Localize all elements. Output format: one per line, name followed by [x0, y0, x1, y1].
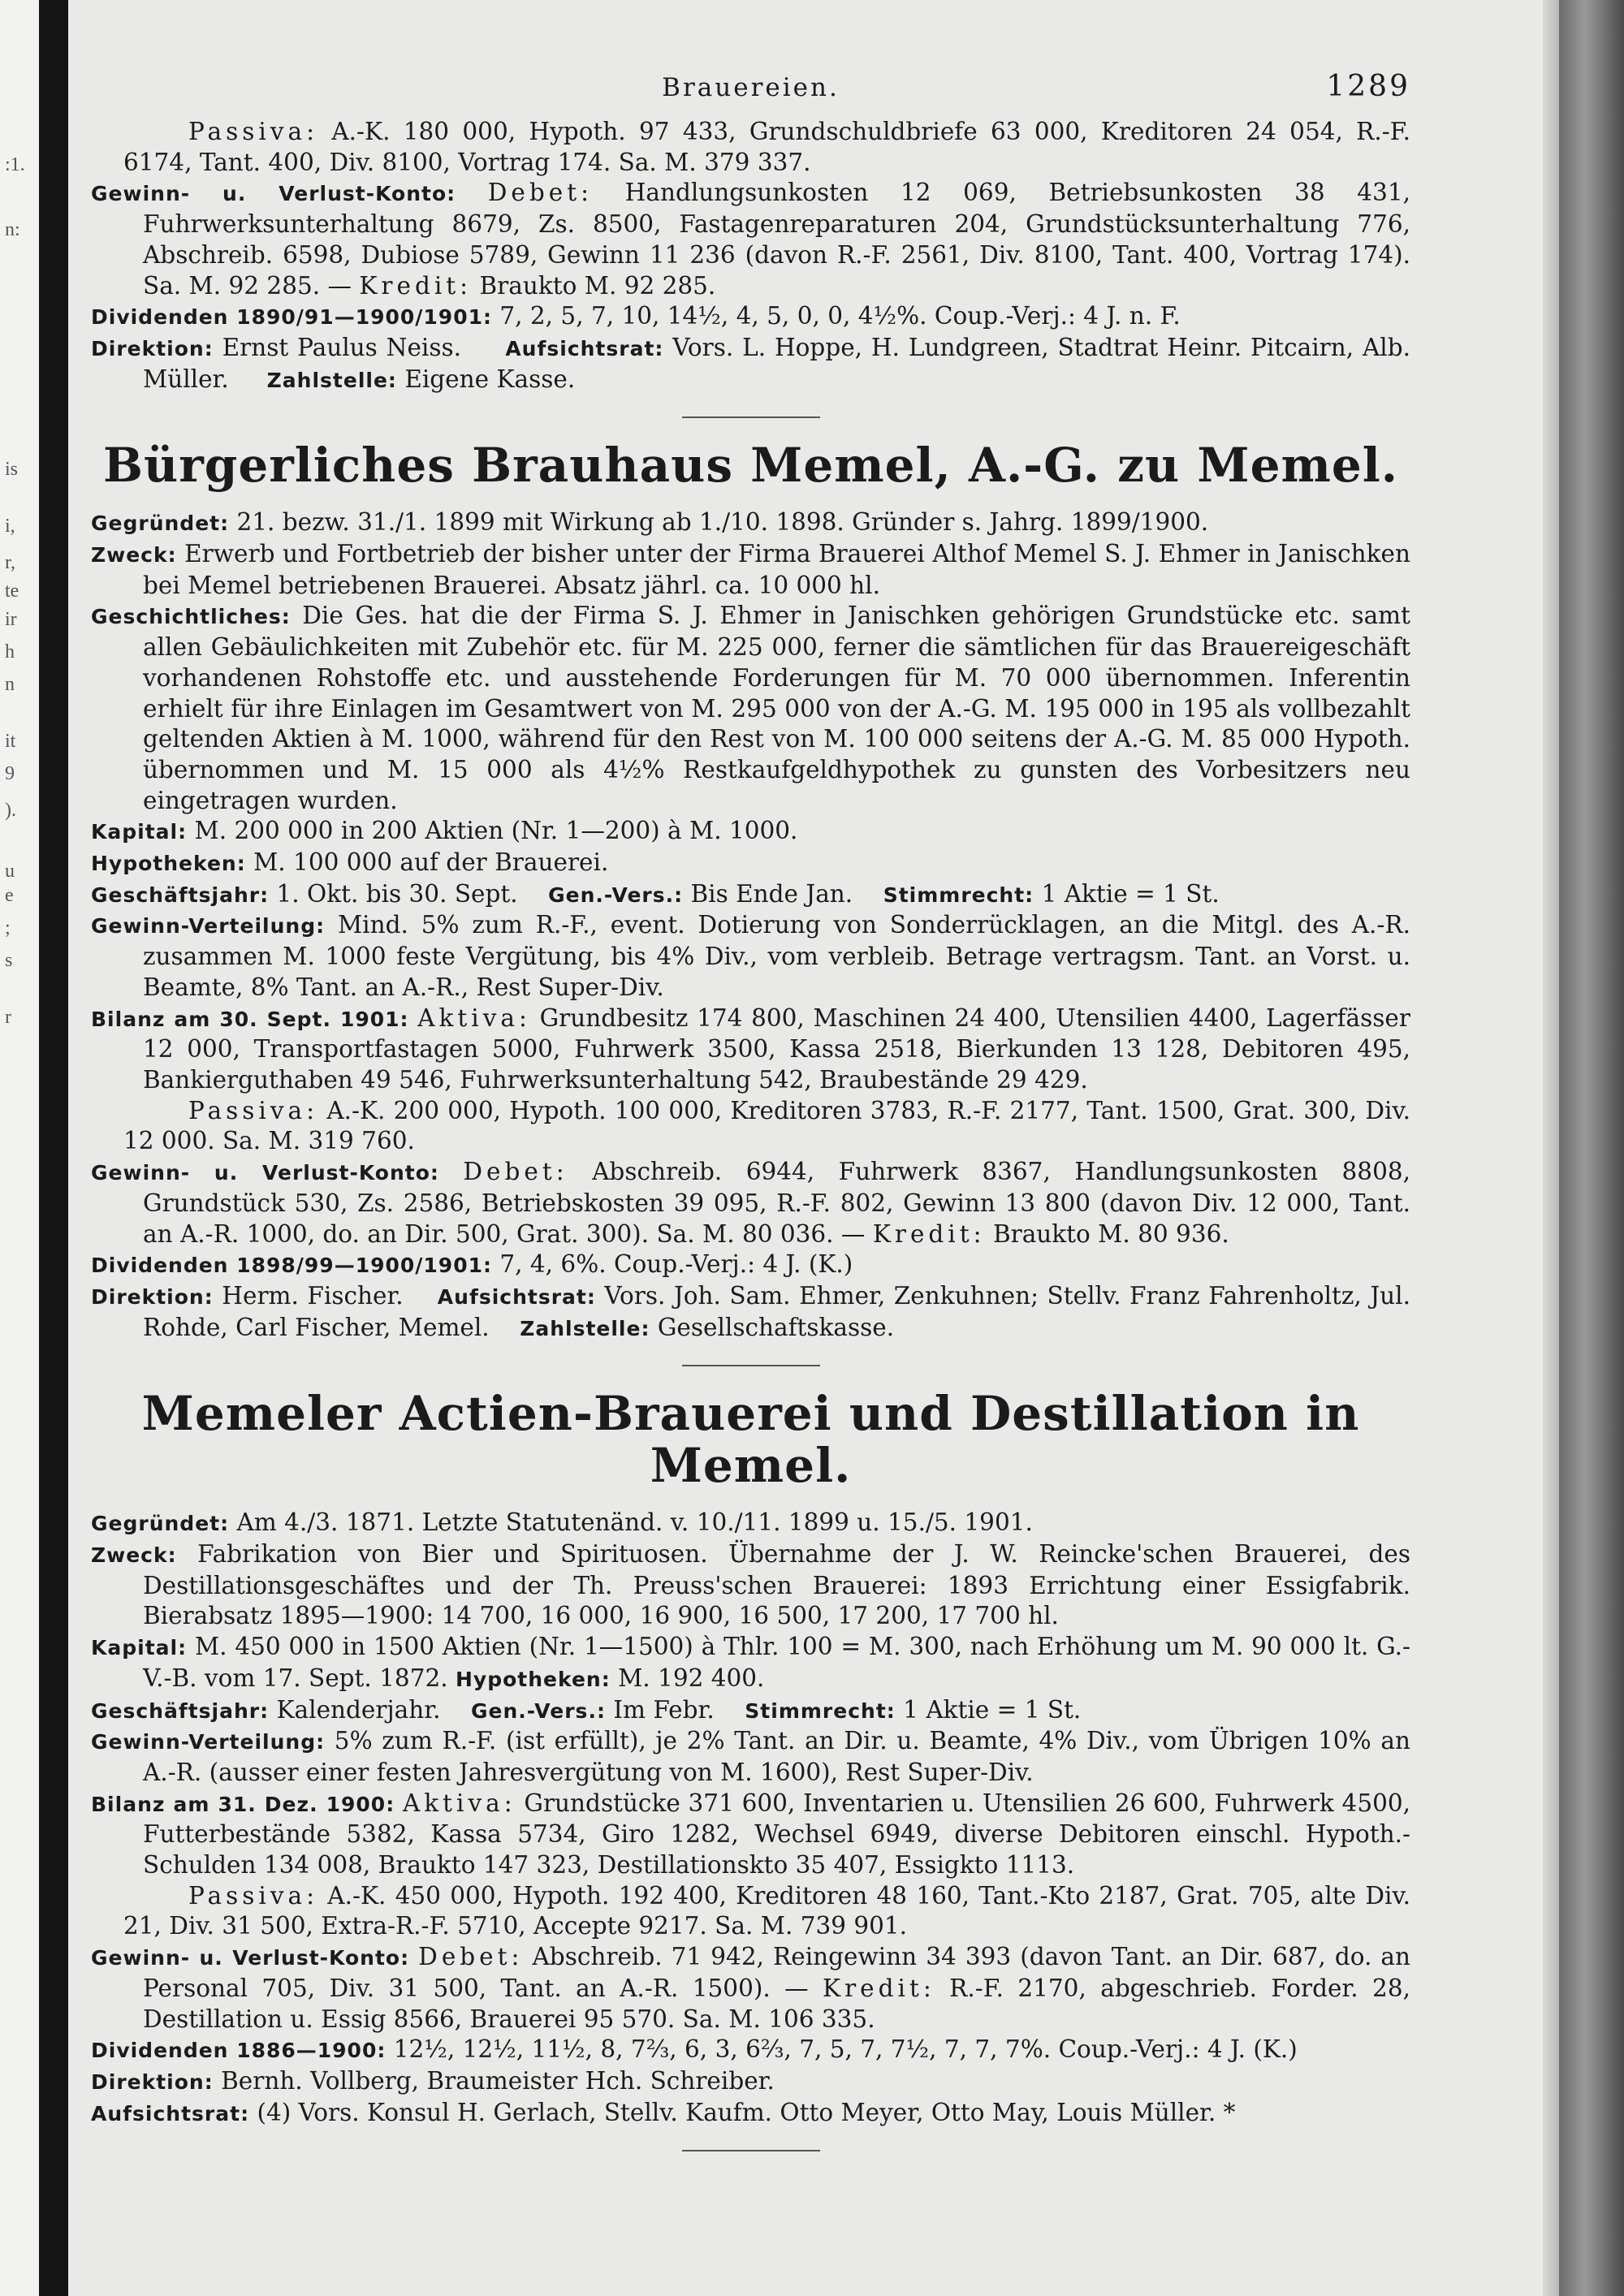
margin-fragments — [2, 0, 37, 2296]
profit-distribution-paragraph — [91, 1726, 1410, 1788]
passiva-paragraph — [91, 1881, 1410, 1942]
passiva-text: A.-K. 180 000, Hypoth. 97 433, Grundschuldbriefe 63 000, Kreditoren 24 054, R.-F. 6174, Tant. 400, Div. 8100, Vortrag 174. Sa. M. 379 337. — [123, 118, 1410, 176]
founded-paragraph — [91, 1508, 1410, 1539]
founded-paragraph — [91, 507, 1410, 539]
general-meeting-text: Im Febr. — [613, 1695, 715, 1724]
aktiva-label: Aktiva: — [417, 1003, 531, 1032]
supervisory-board-text: (4) Vors. Konsul H. Gerlach, Stellv. Kaufm. Otto Meyer, Otto May, Louis Müller. * — [257, 2098, 1236, 2126]
passiva-text: A.-K. 450 000, Hypoth. 192 400, Kreditoren 48 160, Tant.-Kto 2187, Grat. 705, alte Div. 21, Div. 31 500, Extra-R.-F. 5710, Accepte 9217. Sa. M. 739 901. — [123, 1881, 1410, 1940]
direction-text: Herm. Fischer. — [222, 1281, 404, 1310]
capital-paragraph — [91, 1632, 1410, 1694]
margin-fragment: is — [5, 459, 19, 480]
board-paragraph — [91, 1281, 1410, 1344]
dividends-text: 12½, 12½, 11½, 8, 7⅔, 6, 3, 6⅔, 7, 5, 7, 7½, 7, 7, 7%. Coup.-Verj.: 4 J. (K.) — [393, 2035, 1298, 2064]
margin-fragment: :1. — [5, 154, 25, 175]
margin-fragment: h — [5, 641, 15, 662]
margin-fragment: it — [5, 731, 16, 752]
founded-text: 21. bezw. 31./1. 1899 mit Wirkung ab 1./10. 1898. Gründer s. Jahrg. 1899/1900. — [236, 508, 1209, 537]
profit-loss-label: Gewinn- u. Verlust-Konto: — [91, 1161, 439, 1185]
kredit-label: Kredit: — [872, 1219, 986, 1248]
dividends-text: 7, 2, 5, 7, 10, 14½, 4, 5, 0, 0, 4½%. Coup.-Verj.: 4 J. n. F. — [499, 302, 1181, 330]
capital-text: M. 200 000 in 200 Aktien (Nr. 1—200) à M. 1000. — [194, 817, 798, 845]
history-label: Geschichtliches: — [91, 605, 291, 629]
passiva-paragraph — [91, 117, 1410, 178]
margin-fragment: n — [5, 674, 15, 695]
voting-right-text: 1 Aktie = 1 St. — [903, 1695, 1082, 1724]
profit-loss-paragraph — [91, 1942, 1410, 2035]
kredit-text: Braukto M. 80 936. — [992, 1219, 1229, 1248]
capital-label: Kapital: — [91, 820, 188, 844]
capital-text: M. 450 000 in 1500 Aktien (Nr. 1—1500) à Thlr. 100 = M. 300, nach Erhöhung um M. 90 000 lt. G.-V.-B. vom 17. Sept. 1872. — [143, 1633, 1410, 1692]
dividends-text: 7, 4, 6%. Coup.-Verj.: 4 J. (K.) — [499, 1250, 853, 1279]
supervisory-board-paragraph — [91, 2098, 1410, 2130]
page-number: 1289 — [1326, 70, 1410, 103]
company-title: Memeler Actien-Brauerei und Destillation in Memel. — [141, 1386, 1360, 1494]
entry-memeler-actien-brauerei — [91, 1388, 1410, 2129]
passiva-text: A.-K. 200 000, Hypoth. 100 000, Kreditoren 3783, R.-F. 2177, Tant. 1500, Grat. 300, Div. 12 000. Sa. M. 319 760. — [123, 1096, 1410, 1155]
supervisory-board-label: Aufsichtsrat: — [91, 2101, 250, 2126]
voting-right-label: Stimmrecht: — [883, 883, 1034, 907]
fiscal-year-paragraph — [91, 1695, 1410, 1727]
purpose-text: Erwerb und Fortbetrieb der bisher unter der Firma Brauerei Althof Memel S. J. Ehmer in Janischken bei Memel betriebenen Brauerei. Absatz jährl. ca. 10 000 hl. — [143, 540, 1410, 599]
profit-distribution-text: 5% zum R.-F. (ist erfüllt), je 2% Tant. an Dir. u. Beamte, 4% Div., vom Übrigen 10% an A.-R. (ausser einer festen Jahresvergütung von M. 1600), Rest Super-Div. — [143, 1727, 1410, 1786]
margin-fragment: e — [5, 885, 14, 906]
history-text: Die Ges. hat die der Firma S. J. Ehmer in Janischken gehörigen Grundstücke etc. samt allen Gebäulichkeiten mit Zubehör etc. für M. 225 000, ferner die sämtlichen für das Brauereigeschäft vorhandenen Rohstoffe etc. und ausstehende Forderungen für M. 70 000 übernommen. Inferentin erhielt für ihre Einlagen im Gesamtwert von M. 295 000 von der A.-G. M. 195 000 in 195 als vollbezahlt geltenden Aktien à M. 1000, während für den Rest von M. 100 000 seitens der A.-G. M. 85 000 Hypoth. übernommen und M. 15 000 als 4½% Restkaufgeldhypothek zu gunsten des Vorbesitzers neu eingetragen wurden. — [143, 602, 1410, 814]
capital-paragraph — [91, 816, 1410, 848]
mortgages-paragraph — [91, 848, 1410, 879]
dividends-paragraph — [91, 2035, 1410, 2066]
purpose-label: Zweck: — [91, 543, 177, 568]
mortgages-text: M. 100 000 auf der Brauerei. — [253, 848, 609, 877]
company-title: Bürgerliches Brauhaus Memel, A.-G. zu Memel. — [103, 438, 1398, 494]
section-divider — [682, 2150, 820, 2151]
profit-distribution-text: Mind. 5% zum R.-F., event. Dotierung von Sonderrücklagen, an die Mitgl. des A.-R. zusammen M. 1000 feste Vergütung, bis 4% Div., vom verbleib. Betrage vertragsm. Tant. an Vorst. u. Beamte, 8% Tant. an A.-R., Rest Super-Div. — [143, 911, 1410, 1001]
general-meeting-label: Gen.-Vers.: — [470, 1698, 606, 1723]
capital-label: Kapital: — [91, 1636, 188, 1660]
founded-label: Gegründet: — [91, 1512, 230, 1536]
profit-loss-label: Gewinn- u. Verlust-Konto: — [91, 1946, 410, 1970]
aktiva-text: Grundstücke 371 600, Inventarien u. Utensilien 26 600, Fuhrwerk 4500, Futterbestände 5382, Kassa 5734, Giro 1282, Wechsel 6949, diverse Debitoren einschl. Hypoth.-Schulden 134 008, Braukto 147 323, Destillationskto 35 407, Essigkto 1113. — [143, 1789, 1410, 1880]
founded-text: Am 4./3. 1871. Letzte Statutenänd. v. 10./11. 1899 u. 15./5. 1901. — [236, 1508, 1033, 1537]
purpose-text: Fabrikation von Bier und Spirituosen. Übernahme der J. W. Reincke'schen Brauerei, des Destillationsgeschäftes und der Th. Preuss'schen Brauerei: 1893 Errichtung einer Essigfabrik. Bierabsatz 1895—1900: 14 700, 16 000, 16 900, 16 500, 17 200, 17 700 hl. — [143, 1540, 1410, 1630]
debet-text: Abschreib. 6944, Fuhrwerk 8367, Handlungsunkosten 8808, Grundstück 530, Zs. 2586, Betriebskosten 39 095, R.-F. 802, Gewinn 13 800 (davon Div. 12 000, Tant. an A.-R. 1000, do. an Dir. 500, Grat. 300). Sa. M. 80 036. — — [143, 1158, 1410, 1248]
aktiva-label: Aktiva: — [402, 1789, 516, 1817]
entry-continuation — [91, 117, 1410, 395]
supervisory-board-text: Vors. L. Hoppe, H. Lundgreen, Stadtrat Heinr. Pitcairn, Alb. Müller. — [143, 333, 1411, 393]
dividends-label: Dividenden 1898/99—1900/1901: — [91, 1254, 492, 1278]
direction-text: Bernh. Vollberg, Braumeister Hch. Schreiber. — [221, 2066, 775, 2095]
fiscal-year-label: Geschäftsjahr: — [91, 1698, 270, 1723]
balance-paragraph — [91, 1003, 1410, 1096]
balance-label: Bilanz am 30. Sept. 1901: — [91, 1007, 409, 1031]
margin-fragment: 9 — [5, 763, 15, 784]
voting-right-label: Stimmrecht: — [745, 1698, 896, 1723]
scan-right-edge — [1559, 0, 1624, 2296]
paying-agent-text: Eigene Kasse. — [404, 365, 576, 393]
fiscal-year-text: Kalenderjahr. — [276, 1695, 441, 1724]
passiva-paragraph — [91, 1096, 1410, 1157]
direction-label: Direktion: — [91, 2069, 214, 2094]
passiva-label: Passiva: — [188, 1096, 319, 1124]
margin-fragment: ). — [5, 800, 16, 821]
aktiva-text: Grundbesitz 174 800, Maschinen 24 400, Utensilien 4400, Lagerfässer 12 000, Transportfastagen 5000, Fuhrwerk 3500, Kassa 2518, Bierkunden 13 128, Debitoren 495, Bankierguthaben 49 546, Fuhrwerksunterhaltung 542, Braubestände 29 429. — [143, 1003, 1410, 1094]
fiscal-year-paragraph — [91, 879, 1410, 911]
founded-label: Gegründet: — [91, 511, 230, 536]
paying-agent-text: Gesellschaftskasse. — [657, 1313, 895, 1341]
dividends-paragraph — [91, 1249, 1410, 1281]
dividends-label: Dividenden 1890/91—1900/1901: — [91, 305, 492, 330]
paying-agent-label: Zahlstelle: — [266, 368, 397, 392]
profit-loss-paragraph — [91, 178, 1410, 301]
fiscal-year-label: Geschäftsjahr: — [91, 883, 270, 907]
paying-agent-label: Zahlstelle: — [520, 1316, 650, 1340]
scan-left-edge — [39, 0, 68, 2296]
debet-label: Debet: — [418, 1943, 524, 1971]
passiva-label: Passiva: — [188, 118, 319, 145]
general-meeting-text: Bis Ende Jan. — [690, 879, 853, 908]
kredit-text: Braukto M. 92 285. — [479, 271, 716, 300]
margin-fragment: r — [5, 1007, 11, 1028]
kredit-label: Kredit: — [823, 1974, 935, 2002]
purpose-label: Zweck: — [91, 1543, 177, 1568]
profit-loss-label: Gewinn- u. Verlust-Konto: — [91, 182, 456, 206]
direction-text: Ernst Paulus Neiss. — [222, 333, 462, 361]
margin-fragment: te — [5, 580, 19, 602]
history-paragraph — [91, 601, 1410, 816]
direction-label: Direktion: — [91, 1284, 214, 1309]
debet-text: Handlungsunkosten 12 069, Betriebsunkosten 38 431, Fuhrwerksunterhaltung 8679, Zs. 8500, Fastagenreparaturen 204, Grundstücksunterhaltung 776, Abschreib. 6598, Dubiose 5789, Gewinn 11 236 (davon R.-F. 2561, Div. 8100, Tant. 400, Vortrag 174). Sa. M. 92 285. — — [143, 179, 1410, 300]
dividends-label: Dividenden 1886—1900: — [91, 2039, 387, 2063]
margin-fragment: u — [5, 861, 15, 882]
section-divider — [682, 416, 820, 418]
mortgages-label: Hypotheken: — [456, 1667, 611, 1691]
general-meeting-label: Gen.-Vers.: — [548, 883, 684, 907]
section-divider — [682, 1365, 820, 1366]
profit-distribution-label: Gewinn-Verteilung: — [91, 914, 326, 939]
margin-fragment: i, — [5, 516, 15, 537]
debet-text: Abschreib. 71 942, Reingewinn 34 393 (davon Tant. an Dir. 687, do. an Personal 705, Div. 31 500, Tant. an A.-R. 1500). — — [143, 1943, 1410, 2002]
margin-fragment: s — [5, 950, 13, 971]
document-page — [91, 65, 1410, 2257]
debet-label: Debet: — [463, 1158, 568, 1186]
running-head — [91, 65, 1410, 117]
balance-paragraph — [91, 1789, 1410, 1881]
supervisory-board-text: Vors. Joh. Sam. Ehmer, Zenkuhnen; Stellv. Franz Fahrenholtz, Jul. Rohde, Carl Fischer, Memel. — [143, 1281, 1410, 1341]
running-title: Brauereien. — [662, 73, 840, 102]
board-paragraph — [91, 333, 1410, 395]
margin-fragment: n: — [5, 219, 20, 240]
passiva-label: Passiva: — [188, 1881, 319, 1910]
voting-right-text: 1 Aktie = 1 St. — [1041, 879, 1220, 908]
purpose-paragraph — [91, 1539, 1410, 1632]
margin-fragment: ir — [5, 609, 17, 630]
mortgages-text: M. 192 400. — [618, 1664, 765, 1692]
profit-loss-paragraph — [91, 1157, 1410, 1249]
purpose-paragraph — [91, 539, 1410, 601]
supervisory-board-label: Aufsichtsrat: — [437, 1284, 596, 1309]
profit-distribution-label: Gewinn-Verteilung: — [91, 1730, 326, 1754]
profit-distribution-paragraph — [91, 910, 1410, 1003]
entry-buergerliches-brauhaus — [91, 439, 1410, 1344]
direction-paragraph — [91, 2066, 1410, 2098]
margin-fragment: r, — [5, 552, 16, 573]
direction-label: Direktion: — [91, 336, 214, 360]
scan-right-shade — [1543, 0, 1559, 2296]
supervisory-board-label: Aufsichtsrat: — [505, 336, 664, 360]
dividends-paragraph — [91, 301, 1410, 333]
mortgages-label: Hypotheken: — [91, 852, 246, 876]
kredit-text: R.-F. 2170, abgeschrieb. Forder. 28, Destillation u. Essig 8566, Brauerei 95 570. Sa. M. 106 335. — [143, 1974, 1410, 2033]
debet-label: Debet: — [487, 179, 594, 207]
kredit-label: Kredit: — [359, 271, 473, 300]
balance-label: Bilanz am 31. Dez. 1900: — [91, 1792, 395, 1816]
fiscal-year-text: 1. Okt. bis 30. Sept. — [276, 879, 518, 908]
margin-fragment: ; — [5, 917, 11, 939]
